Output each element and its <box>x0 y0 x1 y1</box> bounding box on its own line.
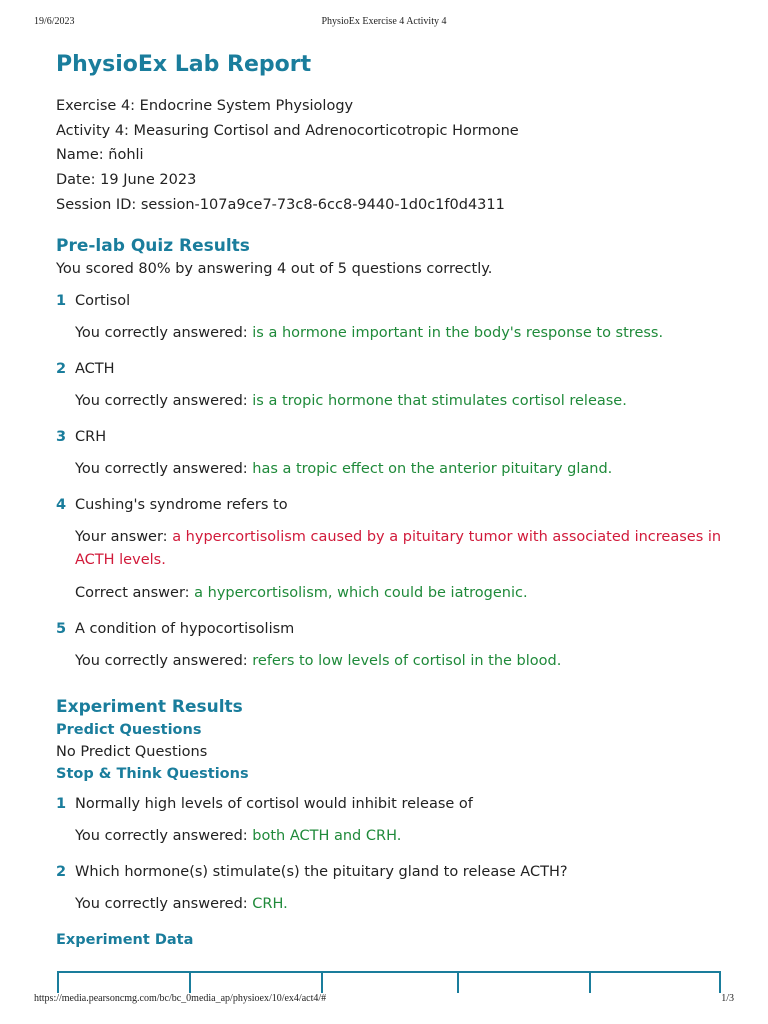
prelab-section <box>56 234 726 673</box>
question-number: 5 <box>56 620 67 637</box>
question-number: 4 <box>56 496 67 513</box>
quiz-question <box>56 494 726 605</box>
experiment-data-heading: Experiment Data <box>56 931 194 948</box>
answer-label: You correctly answered: <box>75 895 253 912</box>
question-text: Cushing's syndrome refers to <box>75 496 288 513</box>
correct-answer-text: refers to low levels of cortisol in the blood. <box>252 652 562 669</box>
report-meta <box>56 94 726 218</box>
answer-line <box>75 322 726 345</box>
correct-answer-text: both ACTH and CRH. <box>252 827 402 844</box>
correct-answer-text: has a tropic effect on the anterior pituitary gland. <box>252 460 613 477</box>
stop-think-heading: Stop & Think Questions <box>56 765 249 782</box>
incorrect-answer-text: a hypercortisolism caused by a pituitary tumor with associated increases in ACTH levels. <box>75 528 722 568</box>
your-answer-line <box>75 526 726 572</box>
question-text: ACTH <box>75 360 115 377</box>
question-number: 2 <box>56 360 67 377</box>
table-column-divider <box>589 973 591 993</box>
correct-answer-text: a hypercortisolism, which could be iatrogenic. <box>194 584 528 601</box>
correct-answer-text: is a tropic hormone that stimulates cortisol release. <box>252 392 627 409</box>
answer-line <box>75 458 726 481</box>
answer-label: You correctly answered: <box>75 827 253 844</box>
answer-label: You correctly answered: <box>75 652 253 669</box>
prelab-question-list <box>56 290 726 673</box>
print-title: PhysioEx Exercise 4 Activity 4 <box>321 16 447 27</box>
print-date: 19/6/2023 <box>34 16 75 27</box>
answer-label: You correctly answered: <box>75 392 253 409</box>
print-footer <box>34 993 734 1007</box>
experiment-data-table <box>57 971 721 993</box>
answer-line <box>75 825 726 848</box>
answer-line <box>75 650 726 673</box>
quiz-question <box>56 358 726 413</box>
question-number: 2 <box>56 863 67 880</box>
correct-answer-text: is a hormone important in the body's response to stress. <box>252 324 664 341</box>
question-number: 1 <box>56 292 67 309</box>
page-title: PhysioEx Lab Report <box>56 52 312 77</box>
exercise-line: Exercise 4: Endocrine System Physiology <box>56 98 354 114</box>
score-text: You scored 80% by answering 4 out of 5 questions correctly. <box>56 260 493 277</box>
session-line: Session ID: session-107a9ce7-73c8-6cc8-9440-1d0c1f0d4311 <box>56 196 505 213</box>
question-text: A condition of hypocortisolism <box>75 620 295 637</box>
quiz-question <box>56 290 726 345</box>
name-line: Name: ñohli <box>56 147 144 164</box>
question-text: Cortisol <box>75 292 131 309</box>
answer-line <box>75 893 726 916</box>
page-number: 1/3 <box>721 993 734 1004</box>
experiment-heading: Experiment Results <box>56 696 243 717</box>
question-number: 1 <box>56 795 67 812</box>
answer-label: You correctly answered: <box>75 324 253 341</box>
report-content <box>56 50 726 951</box>
answer-label: You correctly answered: <box>75 460 253 477</box>
experiment-section <box>56 695 726 951</box>
print-url: https://media.pearsoncmg.com/bc/bc_0media_ap/physioex/10/ex4/act4/# <box>34 993 327 1004</box>
stop-think-question <box>56 793 726 848</box>
date-line: Date: 19 June 2023 <box>56 172 197 189</box>
table-column-divider <box>321 973 323 993</box>
your-answer-label: Your answer: <box>75 528 173 545</box>
correct-answer-text: CRH. <box>252 895 288 912</box>
question-text: CRH <box>75 428 107 445</box>
answer-line <box>75 390 726 413</box>
quiz-question <box>56 618 726 673</box>
predict-heading: Predict Questions <box>56 721 202 738</box>
stop-think-question-list <box>56 793 726 916</box>
quiz-question <box>56 426 726 481</box>
question-text: Normally high levels of cortisol would inhibit release of <box>75 795 473 812</box>
predict-text: No Predict Questions <box>56 743 208 760</box>
prelab-heading: Pre-lab Quiz Results <box>56 235 250 256</box>
question-text: Which hormone(s) stimulate(s) the pituitary gland to release ACTH? <box>75 863 568 880</box>
question-number: 3 <box>56 428 67 445</box>
activity-line: Activity 4: Measuring Cortisol and Adrenocorticotropic Hormone <box>56 122 519 139</box>
print-header <box>34 16 734 30</box>
correct-answer-label: Correct answer: <box>75 584 195 601</box>
correct-answer-line <box>75 582 726 605</box>
table-column-divider <box>457 973 459 993</box>
stop-think-question <box>56 861 726 916</box>
table-column-divider <box>189 973 191 993</box>
